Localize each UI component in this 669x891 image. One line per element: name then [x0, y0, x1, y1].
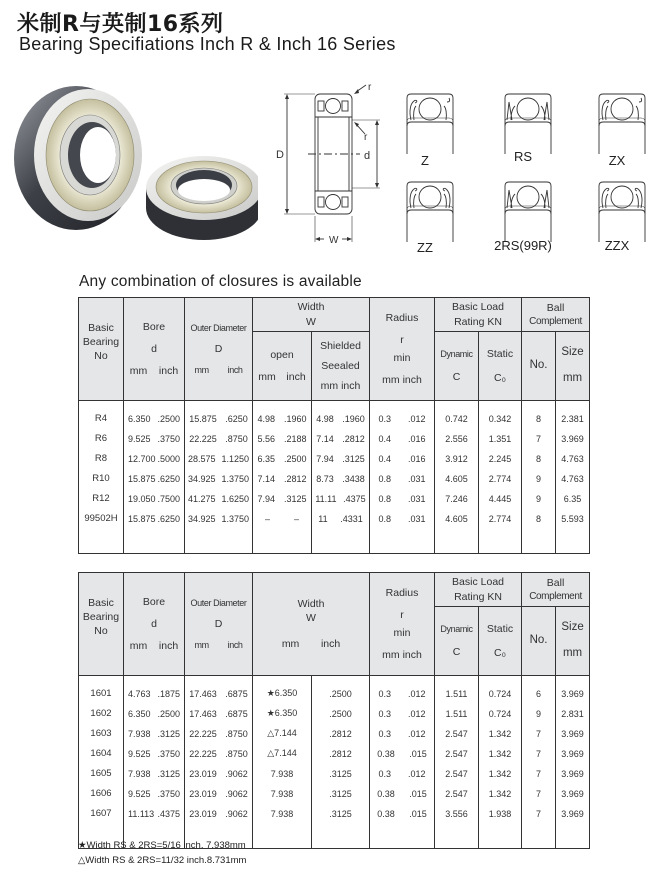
- bearing-no-cell: 1603: [79, 724, 124, 744]
- header-outer-diameter: Outer Diameter D mm inch: [185, 298, 253, 401]
- bore-cell: 19.050 .7500: [124, 489, 185, 509]
- closure-type-label: 2RS(99R): [494, 238, 552, 253]
- large-bearing-icon: [14, 86, 142, 230]
- width-open-cell: 7.14 .2812: [253, 469, 312, 489]
- bore-cell: 6.350 .2500: [124, 401, 185, 429]
- static-load-cell: 2.774: [479, 509, 522, 529]
- outer-diameter-cell: 28.575 1.1250: [185, 449, 253, 469]
- closure-type-label: Z: [421, 153, 429, 168]
- outer-diameter-cell: 23.019 .9062: [185, 804, 253, 824]
- radius-cell: 0.38 .015: [370, 744, 435, 764]
- ball-no-cell: 7: [522, 804, 556, 824]
- bore-cell: 15.875 .6250: [124, 509, 185, 529]
- dynamic-load-cell: 2.547: [435, 784, 479, 804]
- static-load-cell: 2.245: [479, 449, 522, 469]
- bearing-no-cell: 1602: [79, 704, 124, 724]
- header-radius: Radius r min mm inch: [370, 573, 435, 676]
- closure-availability-note: Any combination of closures is available: [79, 273, 362, 290]
- header-static: Static C₀: [479, 607, 522, 676]
- inch-r-series-table: [78, 297, 590, 554]
- radius-cell: 0.3 .012: [370, 401, 435, 429]
- header-basic-load-rating: Basic Load Rating KN: [435, 573, 522, 607]
- ball-no-cell: 7: [522, 744, 556, 764]
- outer-diameter-cell: 23.019 .9062: [185, 764, 253, 784]
- ball-size-cell: 4.763: [556, 469, 590, 489]
- header-basic-load-rating: Basic Load Rating KN: [435, 298, 522, 332]
- bearing-no-cell: 99502H: [79, 509, 124, 529]
- static-load-cell: 0.724: [479, 676, 522, 704]
- table-row: [79, 676, 590, 704]
- ball-no-cell: 8: [522, 509, 556, 529]
- header-ball-complement: Ball Complement: [522, 298, 590, 332]
- width-shielded-cell: 11 .4331: [312, 509, 370, 529]
- width-open-cell: 4.98 .1960: [253, 401, 312, 429]
- table-row: [79, 489, 590, 509]
- table-row-spacer: [79, 529, 590, 554]
- header-ball-no: No.: [522, 332, 556, 401]
- header-ball-no: No.: [522, 607, 556, 676]
- width-mm-cell: ★6.350: [253, 676, 312, 704]
- width-shielded-cell: 8.73 .3438: [312, 469, 370, 489]
- ball-no-cell: 7: [522, 764, 556, 784]
- ball-no-cell: 7: [522, 429, 556, 449]
- width-inch-cell: .3125: [312, 804, 370, 824]
- bore-cell: 9.525 .3750: [124, 784, 185, 804]
- ball-size-cell: 2.831: [556, 704, 590, 724]
- ball-size-cell: 5.593: [556, 509, 590, 529]
- header-width-shielded-sealed: Shielded Seealed mm inch: [312, 332, 370, 401]
- bore-cell: 7.938 .3125: [124, 764, 185, 784]
- width-inch-cell: .3125: [312, 764, 370, 784]
- width-shielded-cell: 11.11 .4375: [312, 489, 370, 509]
- closure-type-rs-icon: [503, 92, 563, 152]
- header-basic-bearing-no: Basic Bearing No: [79, 573, 124, 676]
- width-open-cell: 5.56 .2188: [253, 429, 312, 449]
- ball-size-cell: 4.763: [556, 449, 590, 469]
- dynamic-load-cell: 3.912: [435, 449, 479, 469]
- diagram-label-r-top: r: [368, 82, 372, 93]
- radius-cell: 0.3 .012: [370, 764, 435, 784]
- closure-type-zz-icon: [405, 180, 465, 240]
- ball-no-cell: 8: [522, 401, 556, 429]
- static-load-cell: 1.351: [479, 429, 522, 449]
- header-ball-complement: Ball Complement: [522, 573, 590, 607]
- outer-diameter-cell: 17.463 .6875: [185, 704, 253, 724]
- width-mm-cell: ★6.350: [253, 704, 312, 724]
- radius-cell: 0.38 .015: [370, 784, 435, 804]
- header-basic-bearing-no: Basic Bearing No: [79, 298, 124, 401]
- bearing-photo: [8, 80, 258, 240]
- bore-cell: 6.350 .2500: [124, 704, 185, 724]
- ball-size-cell: 3.969: [556, 724, 590, 744]
- table-row: [79, 744, 590, 764]
- dynamic-load-cell: 1.511: [435, 676, 479, 704]
- small-bearing-icon: [146, 156, 258, 240]
- diagram-label-D: D: [276, 149, 284, 161]
- dynamic-load-cell: 0.742: [435, 401, 479, 429]
- table-row: [79, 429, 590, 449]
- table-row: [79, 724, 590, 744]
- radius-cell: 0.8 .031: [370, 509, 435, 529]
- closure-type-label: RS: [513, 149, 533, 164]
- ball-size-cell: 3.969: [556, 744, 590, 764]
- ball-no-cell: 9: [522, 704, 556, 724]
- header-static: Static C₀: [479, 332, 522, 401]
- table-row: [79, 764, 590, 784]
- dynamic-load-cell: 7.246: [435, 489, 479, 509]
- width-inch-cell: .3125: [312, 784, 370, 804]
- bearing-no-cell: R4: [79, 401, 124, 429]
- ball-size-cell: 3.969: [556, 429, 590, 449]
- ball-no-cell: 9: [522, 469, 556, 489]
- width-open-cell: 6.35 .2500: [253, 449, 312, 469]
- radius-cell: 0.4 .016: [370, 429, 435, 449]
- outer-diameter-cell: 22.225 .8750: [185, 724, 253, 744]
- ball-size-cell: 3.969: [556, 764, 590, 784]
- closure-type-zzx-icon: [597, 180, 657, 240]
- static-load-cell: 4.445: [479, 489, 522, 509]
- outer-diameter-cell: 15.875 .6250: [185, 401, 253, 429]
- outer-diameter-cell: 34.925 1.3750: [185, 509, 253, 529]
- header-bore: Bore d mm inch: [124, 573, 185, 676]
- width-mm-cell: △7.144: [253, 744, 312, 764]
- table-row: [79, 509, 590, 529]
- bore-cell: 9.525 .3750: [124, 744, 185, 764]
- footnotes: [78, 838, 246, 868]
- diagram-label-W: W: [329, 235, 339, 246]
- header-bore: Bore d mm inch: [124, 298, 185, 401]
- bearing-no-cell: 1606: [79, 784, 124, 804]
- closure-type-label: ZX: [608, 153, 626, 168]
- bearing-no-cell: 1601: [79, 676, 124, 704]
- ball-no-cell: 7: [522, 724, 556, 744]
- static-load-cell: 1.342: [479, 784, 522, 804]
- ball-size-cell: 3.969: [556, 676, 590, 704]
- diagram-label-r-inner: r: [364, 132, 368, 143]
- ball-no-cell: 9: [522, 489, 556, 509]
- bore-cell: 4.763 .1875: [124, 676, 185, 704]
- outer-diameter-cell: 23.019 .9062: [185, 784, 253, 804]
- header-width-open: open mm inch: [253, 332, 312, 401]
- bearing-no-cell: R8: [79, 449, 124, 469]
- table-row: [79, 784, 590, 804]
- bearing-no-cell: 1607: [79, 804, 124, 824]
- static-load-cell: 1.342: [479, 724, 522, 744]
- bearing-no-cell: R6: [79, 429, 124, 449]
- header-outer-diameter: Outer Diameter D mm inch: [185, 573, 253, 676]
- radius-cell: 0.38 .015: [370, 804, 435, 824]
- static-load-cell: 0.724: [479, 704, 522, 724]
- bearing-no-cell: 1605: [79, 764, 124, 784]
- bore-cell: 12.700 .5000: [124, 449, 185, 469]
- static-load-cell: 1.342: [479, 744, 522, 764]
- table-row: [79, 469, 590, 489]
- width-inch-cell: .2500: [312, 676, 370, 704]
- dynamic-load-cell: 4.605: [435, 509, 479, 529]
- table-row: [79, 804, 590, 824]
- bore-cell: 11.113 .4375: [124, 804, 185, 824]
- bearing-cross-section-diagram: [268, 82, 386, 252]
- radius-cell: 0.3 .012: [370, 724, 435, 744]
- outer-diameter-cell: 41.275 1.6250: [185, 489, 253, 509]
- dynamic-load-cell: 2.547: [435, 724, 479, 744]
- inch-16-series-table: [78, 572, 590, 849]
- closure-type-zx-icon: [597, 92, 657, 152]
- header-dynamic: Dynamic C: [435, 607, 479, 676]
- ball-size-cell: 2.381: [556, 401, 590, 429]
- dynamic-load-cell: 2.547: [435, 764, 479, 784]
- static-load-cell: 2.774: [479, 469, 522, 489]
- width-mm-cell: 7.938: [253, 784, 312, 804]
- bore-cell: 15.875 .6250: [124, 469, 185, 489]
- width-open-cell: 7.94 .3125: [253, 489, 312, 509]
- closure-type-2rs99r-icon: [503, 180, 563, 240]
- static-load-cell: 1.938: [479, 804, 522, 824]
- radius-cell: 0.4 .016: [370, 449, 435, 469]
- ball-size-cell: 6.35: [556, 489, 590, 509]
- width-shielded-cell: 7.14 .2812: [312, 429, 370, 449]
- header-dynamic: Dynamic C: [435, 332, 479, 401]
- radius-cell: 0.8 .031: [370, 469, 435, 489]
- bore-cell: 7.938 .3125: [124, 724, 185, 744]
- outer-diameter-cell: 34.925 1.3750: [185, 469, 253, 489]
- width-shielded-cell: 7.94 .3125: [312, 449, 370, 469]
- width-open-cell: – –: [253, 509, 312, 529]
- header-ball-size: Size mm: [556, 607, 590, 676]
- bearing-no-cell: R10: [79, 469, 124, 489]
- page-title-chinese: 米制R与英制16系列: [17, 12, 224, 37]
- bearing-no-cell: R12: [79, 489, 124, 509]
- header-width: Width W: [253, 298, 370, 332]
- closure-type-label: ZZ: [417, 240, 433, 255]
- ball-size-cell: 3.969: [556, 804, 590, 824]
- ball-size-cell: 3.969: [556, 784, 590, 804]
- page-title-english: Bearing Specifiations Inch R & Inch 16 Series: [19, 34, 396, 54]
- width-mm-cell: 7.938: [253, 804, 312, 824]
- width-mm-cell: 7.938: [253, 764, 312, 784]
- ball-no-cell: 8: [522, 449, 556, 469]
- footnote-triangle: △Width RS & 2RS=11/32 inch.8.731mm: [78, 855, 247, 866]
- diagram-label-d: d: [364, 150, 371, 162]
- closure-type-z-icon: [405, 92, 465, 152]
- table-row: [79, 449, 590, 469]
- width-shielded-cell: 4.98 .1960: [312, 401, 370, 429]
- header-radius: Radius r min mm inch: [370, 298, 435, 401]
- radius-cell: 0.8 .031: [370, 489, 435, 509]
- dynamic-load-cell: 2.547: [435, 744, 479, 764]
- width-inch-cell: .2500: [312, 704, 370, 724]
- closure-type-label: ZZX: [604, 238, 630, 253]
- width-mm-cell: △7.144: [253, 724, 312, 744]
- bore-cell: 9.525 .3750: [124, 429, 185, 449]
- width-inch-cell: .2812: [312, 744, 370, 764]
- table-row: [79, 704, 590, 724]
- ball-no-cell: 6: [522, 676, 556, 704]
- table-row: [79, 401, 590, 429]
- outer-diameter-cell: 22.225 .8750: [185, 429, 253, 449]
- dynamic-load-cell: 3.556: [435, 804, 479, 824]
- bearing-no-cell: 1604: [79, 744, 124, 764]
- footnote-star: ★Width RS & 2RS=5/16 inch. 7.938mm: [78, 840, 246, 851]
- ball-no-cell: 7: [522, 784, 556, 804]
- dynamic-load-cell: 1.511: [435, 704, 479, 724]
- dynamic-load-cell: 2.556: [435, 429, 479, 449]
- width-inch-cell: .2812: [312, 724, 370, 744]
- radius-cell: 0.3 .012: [370, 676, 435, 704]
- static-load-cell: 0.342: [479, 401, 522, 429]
- outer-diameter-cell: 22.225 .8750: [185, 744, 253, 764]
- header-ball-size: Size mm: [556, 332, 590, 401]
- radius-cell: 0.3 .012: [370, 704, 435, 724]
- outer-diameter-cell: 17.463 .6875: [185, 676, 253, 704]
- dynamic-load-cell: 4.605: [435, 469, 479, 489]
- static-load-cell: 1.342: [479, 764, 522, 784]
- header-width: Width W mm inch: [253, 573, 370, 676]
